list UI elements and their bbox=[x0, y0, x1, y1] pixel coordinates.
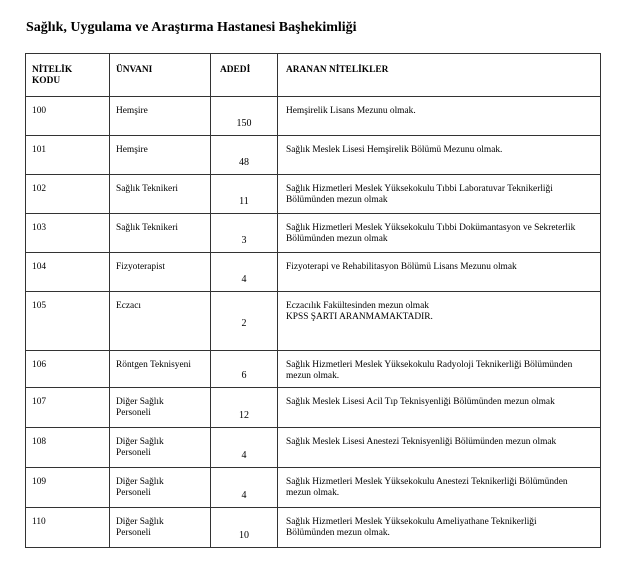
count-cell: 150 bbox=[236, 118, 252, 129]
title-cell: Fizyoterapist bbox=[116, 262, 165, 272]
requirements-cell: Fizyoterapi ve Rehabilitasyon Bölümü Lisans Mezunu olmak bbox=[286, 262, 517, 272]
header-title-label: ÜNVANI bbox=[116, 65, 153, 75]
table-row bbox=[26, 351, 601, 388]
title-cell: Diğer Sağlık bbox=[116, 477, 164, 487]
header-requirements-label: ARANAN NİTELİKLER bbox=[286, 65, 389, 75]
count-cell: 4 bbox=[241, 274, 247, 285]
code-cell: 109 bbox=[32, 477, 47, 487]
table-row bbox=[26, 292, 601, 351]
requirements-cell: Sağlık Meslek Lisesi Anestezi Teknisyenliği Bölümünden mezun olmak bbox=[286, 437, 557, 447]
header-count-label: ADEDİ bbox=[220, 65, 251, 75]
requirements-cell: Sağlık Hizmetleri Meslek Yüksekokulu Radyoloji Teknikerliği Bölümünden bbox=[286, 360, 573, 370]
requirements-cell: Sağlık Meslek Lisesi Acil Tıp Teknisyenliği Bölümünden mezun olmak bbox=[286, 397, 555, 407]
count-cell: 3 bbox=[241, 235, 247, 246]
requirements-cell: Bölümünden mezun olmak bbox=[286, 234, 388, 244]
table-row bbox=[26, 214, 601, 253]
code-cell: 104 bbox=[32, 262, 47, 272]
title-cell: Personeli bbox=[116, 408, 151, 418]
code-cell: 101 bbox=[32, 145, 47, 155]
table-row bbox=[26, 388, 601, 428]
count-cell: 2 bbox=[241, 318, 247, 329]
requirements-cell: Bölümünden mezun olmak bbox=[286, 195, 388, 205]
requirements-cell: Sağlık Hizmetleri Meslek Yüksekokulu Anestezi Teknikerliği Bölümünden bbox=[286, 477, 568, 487]
code-cell: 105 bbox=[32, 301, 47, 311]
header-code-line: KODU bbox=[32, 76, 61, 86]
requirements-cell: Sağlık Hizmetleri Meslek Yüksekokulu Tıbbi Laboratuvar Teknikerliği bbox=[286, 184, 553, 194]
header-code-line: NİTELİK bbox=[32, 65, 73, 75]
header-requirements bbox=[278, 54, 601, 97]
title-cell: Eczacı bbox=[116, 301, 141, 311]
table-header-row bbox=[26, 54, 601, 97]
count-cell: 10 bbox=[239, 530, 249, 541]
count-cell: 4 bbox=[241, 450, 247, 461]
page-title: Sağlık, Uygulama ve Araştırma Hastanesi Başhekimliği bbox=[26, 20, 357, 35]
count-cell: 4 bbox=[241, 490, 247, 501]
title-cell: Personeli bbox=[116, 488, 151, 498]
requirements-cell: mezun olmak. bbox=[286, 371, 340, 381]
header-title bbox=[110, 54, 211, 97]
title-cell: Röntgen Teknisyeni bbox=[116, 360, 191, 370]
code-cell: 100 bbox=[32, 106, 47, 116]
requirements-cell: mezun olmak. bbox=[286, 488, 340, 498]
code-cell: 103 bbox=[32, 223, 47, 233]
title-cell: Sağlık Teknikeri bbox=[116, 223, 178, 233]
requirements-cell: Eczacılık Fakültesinden mezun olmak bbox=[286, 301, 429, 311]
header-count bbox=[211, 54, 278, 97]
table-row bbox=[26, 508, 601, 548]
title-cell: Personeli bbox=[116, 448, 151, 458]
requirements-cell: Bölümünden mezun olmak. bbox=[286, 528, 390, 538]
header-code bbox=[26, 54, 110, 97]
count-cell: 11 bbox=[239, 196, 249, 207]
requirements-cell: Sağlık Meslek Lisesi Hemşirelik Bölümü Mezunu olmak. bbox=[286, 145, 503, 155]
title-cell: Hemşire bbox=[116, 106, 148, 116]
count-cell: 12 bbox=[239, 410, 249, 421]
table-row bbox=[26, 175, 601, 214]
count-cell: 6 bbox=[241, 370, 247, 381]
count-cell: 48 bbox=[239, 157, 249, 168]
table-row bbox=[26, 253, 601, 292]
title-cell: Hemşire bbox=[116, 145, 148, 155]
requirements-cell: KPSS ŞARTI ARANMAMAKTADIR. bbox=[286, 312, 433, 322]
requirements-cell: Hemşirelik Lisans Mezunu olmak. bbox=[286, 106, 416, 116]
code-cell: 102 bbox=[32, 184, 47, 194]
table-row bbox=[26, 136, 601, 175]
title-cell: Sağlık Teknikeri bbox=[116, 184, 178, 194]
table-row bbox=[26, 428, 601, 468]
requirements-cell: Sağlık Hizmetleri Meslek Yüksekokulu Ameliyathane Teknikerliği bbox=[286, 517, 537, 527]
code-cell: 107 bbox=[32, 397, 47, 407]
title-cell: Personeli bbox=[116, 528, 151, 538]
code-cell: 110 bbox=[32, 517, 46, 527]
table-row bbox=[26, 468, 601, 508]
title-cell: Diğer Sağlık bbox=[116, 517, 164, 527]
title-cell: Diğer Sağlık bbox=[116, 437, 164, 447]
code-cell: 106 bbox=[32, 360, 47, 370]
requirements-cell: Sağlık Hizmetleri Meslek Yüksekokulu Tıbbi Dokümantasyon ve Sekreterlik bbox=[286, 223, 576, 233]
positions-table bbox=[25, 53, 601, 548]
code-cell: 108 bbox=[32, 437, 47, 447]
title-cell: Diğer Sağlık bbox=[116, 397, 164, 407]
table-row bbox=[26, 97, 601, 136]
